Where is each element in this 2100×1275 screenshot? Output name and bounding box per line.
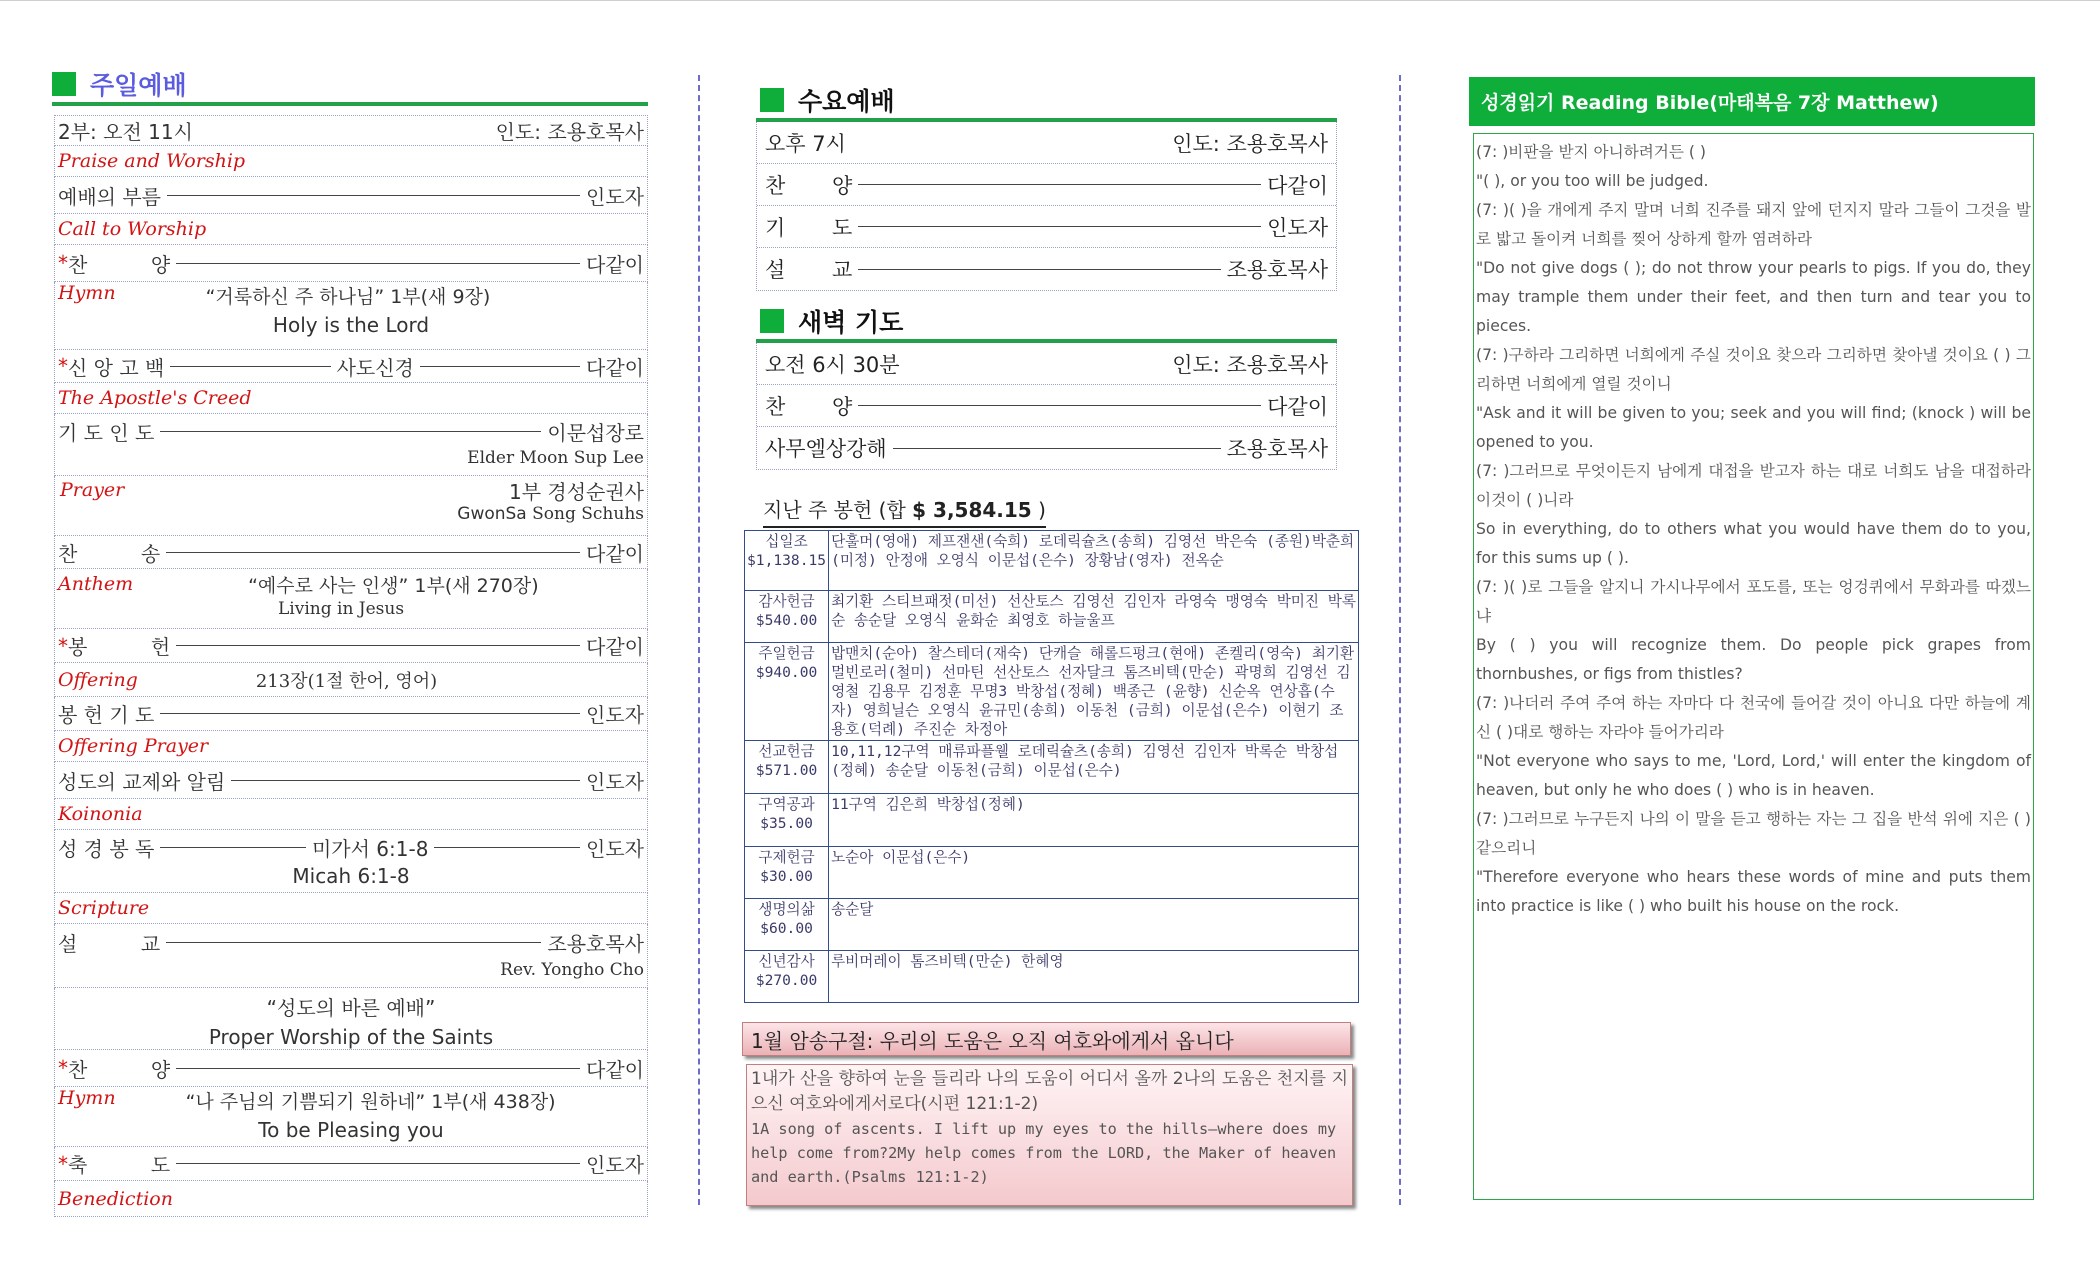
hymn2-label: 찬 양 (68, 1057, 171, 1082)
offering-note: 213장(1절 한어, 영어) (255, 670, 438, 692)
offering-table (744, 530, 1359, 1003)
hymn2-en: Hymn (58, 1087, 116, 1109)
bible-line: (7: )( )로 그들을 알지니 가시나무에서 포도를, 또는 엉겅퀴에서 무화과를 따겠느냐 (1476, 578, 2031, 625)
weekday-section (742, 82, 1342, 470)
offering-by: 다같이 (586, 635, 644, 659)
sermon-title-row (54, 988, 648, 1050)
wednesday-order-row (757, 164, 1336, 206)
offering-prayer-row (54, 697, 648, 731)
call-en: Call to Worship (58, 218, 207, 240)
hymn2-title: “나 주님의 기쁨되기 원하네” 1부(새 438장) (185, 1091, 556, 1113)
offering-prayer-en: Offering Prayer (58, 735, 209, 757)
offering-names: 11구역 김은희 박창섭(정혜) (829, 794, 1359, 847)
service-time: 2부: 오전 11시 (58, 120, 193, 144)
wednesday-header (760, 82, 1342, 118)
offering-summary-title (763, 494, 1046, 528)
creed-by: 다같이 (586, 355, 645, 380)
bible-line: "( ), or you too will be judged. (1476, 172, 1709, 190)
leader-line (858, 226, 1261, 227)
prayer-alt-en-b: Song Schuhs (532, 504, 644, 524)
leader-line (176, 263, 580, 264)
bible-line: (7: )그러므로 누구든지 나의 이 말을 듣고 행하는 자는 그 집을 반석 위에 지은 ( ) 같으리니 (1476, 810, 2031, 857)
leader-line (176, 1163, 580, 1164)
leader-line (167, 195, 580, 196)
standing-star: * (58, 633, 68, 658)
prayer-en: Prayer (60, 479, 125, 501)
standing-star: * (58, 251, 68, 275)
bible-line: (7: )( )을 개에게 주지 말며 너희 진주를 돼지 앞에 던지지 말라 그들이 그것을 발로 밟고 돌이켜 너희를 찢어 상하게 할까 염려하라 (1476, 201, 2031, 248)
prayer-label: 기 도 인 도 (58, 420, 155, 445)
sunday-worship-section (52, 66, 648, 1217)
green-square-icon (760, 309, 784, 333)
prayer-row (54, 414, 648, 476)
offering-prayer-label: 봉 헌 기 도 (58, 703, 155, 727)
memory-verse-ko: 1내가 산을 향하여 눈을 들리라 나의 도움이 어디서 올까 2나의 도움은 천지를 지으신 여호와에게서로다(시편 121:1-2) (751, 1069, 1348, 1114)
green-square-icon (760, 88, 784, 112)
green-square-icon (52, 72, 76, 96)
offering-title-prefix: 지난 주 봉헌 (합 (763, 498, 913, 522)
benediction-row (54, 1147, 648, 1181)
offering-category: 생명의삶 $60.00 (745, 899, 829, 951)
dawn-order-by: 다같이 (1267, 394, 1328, 419)
bible-line: So in everything, do to others what you would have them do to you, for this sums up ( ). (1476, 520, 2031, 567)
call-en-row (54, 214, 648, 245)
offering-category: 감사헌금 $540.00 (745, 591, 829, 643)
hymn-row (54, 245, 648, 282)
bible-line: By ( ) you will recognize them. Do people pick grapes from thornbushes, or figs from thistles? (1476, 636, 2031, 683)
service-leader: 인도: 조용호목사 (495, 120, 644, 144)
bible-line: (7: )구하라 그리하면 너희에게 주실 것이요 찾으라 그리하면 찾아낼 것이요 ( ) 그리하면 너희에게 열릴 것이니 (1476, 346, 2031, 393)
column-divider-2 (1399, 75, 1401, 1205)
sermon-by: 조용호목사 (547, 931, 644, 956)
leader-line (176, 1068, 580, 1069)
hymn-title: “거룩하신 주 하나님” 1부(새 9장) (205, 286, 491, 308)
sunday-order-list (54, 115, 648, 1217)
benediction-by: 인도자 (586, 1153, 644, 1177)
offering-total: $ 3,584.15 (912, 498, 1032, 522)
scripture-en: Scripture (58, 897, 150, 919)
offering-title-suffix: ) (1031, 498, 1046, 522)
dawn-order-list (756, 343, 1337, 470)
leader-line (160, 431, 541, 432)
column-divider-1 (698, 75, 700, 1205)
offering-row (54, 629, 648, 663)
leader-line (160, 713, 580, 714)
wednesday-time: 오후 7시 (765, 131, 846, 156)
bible-line: (7: )나더러 주여 주여 하는 자마다 다 천국에 들어갈 것이 아니요 다만 하늘에 계신 ( )대로 행하는 자라야 들어가리라 (1476, 694, 2031, 741)
offering-names: 10,11,12구역 매류파플웰 로데릭슐츠(송희) 김영선 김인자 박록순 박창섭(정혜) 송순달 이동천(금희) 이문섭(은수) (829, 741, 1359, 794)
hymn2-row (54, 1050, 648, 1087)
koinonia-by: 인도자 (586, 769, 644, 794)
leader-line (858, 269, 1220, 270)
hymn-by: 다같이 (586, 252, 644, 277)
standing-star: * (58, 354, 68, 378)
call-label: 예배의 부름 (58, 184, 161, 209)
anthem-title-en: Living in Jesus (278, 599, 405, 619)
sunday-title: 주일예배 (90, 71, 187, 100)
offering-category: 구역공과 $35.00 (745, 794, 829, 847)
wednesday-order-label: 설 교 (765, 258, 853, 282)
offering-names: 노순아 이문섭(은수) (829, 847, 1359, 899)
anthem-detail-row (54, 569, 648, 629)
leader-line (176, 645, 580, 646)
hymn-detail-row (54, 282, 648, 350)
anthem-label: 찬 송 (58, 541, 161, 566)
offering-names: 송순달 (829, 899, 1359, 951)
sunday-header (52, 66, 648, 102)
scripture-ref-en: Micah 6:1-8 (292, 864, 410, 888)
hymn2-by: 다같이 (586, 1057, 644, 1082)
table-row (745, 899, 1359, 951)
hymn2-title-en: To be Pleasing you (258, 1118, 444, 1142)
prayer-alt-row (54, 476, 648, 536)
memory-verse-header: 1월 암송구절: 우리의 도움은 오직 여호와에게서 옵니다 (742, 1022, 1351, 1056)
hymn2-detail-row (54, 1087, 648, 1147)
wednesday-order-label: 기 도 (765, 215, 853, 240)
offering-category: 선교헌금 $571.00 (745, 741, 829, 794)
benediction-label: 축 도 (68, 1153, 171, 1177)
table-row (745, 847, 1359, 899)
offering-category: 신년감사 $270.00 (745, 951, 829, 1003)
table-row (745, 951, 1359, 1003)
prayer-by-en: Elder Moon Sup Lee (467, 448, 644, 468)
hymn-title-en: Holy is the Lord (272, 313, 430, 337)
anthem-by: 다같이 (586, 541, 644, 566)
dawn-order-row (757, 385, 1336, 427)
offering-prayer-by: 인도자 (586, 703, 644, 727)
bible-reading-box (1473, 133, 2034, 1200)
offering-names: 단훌머(영애) 제프잰샌(숙희) 로데릭슐츠(송희) 김영선 박은숙 (종원)박춘희(미정) 안정애 오영식 이문섭(은수) 장황남(영자) 전옥순 (829, 531, 1359, 591)
prayer-alt-en-a: GwonSa (457, 504, 527, 524)
offering-names: 밥맨치(순아) 찰스테더(재숙) 단캐슬 해롤드펑크(현애) 존켈리(영숙) 최기환 멀빈로러(철미) 선마틴 선산토스 선자달크 톰즈비텍(만순) 곽명희 김영선 김영철 김용무 김정훈 무명3 박창섭(정혜) 백종근 (윤향) 신순옥 연상흡(수자) 영희닐슨 오영식 윤규민(송희) 이동천 (금희) 이문섭(은수) 이현기 조용호(덕례) 주진순 차정아 (829, 643, 1359, 741)
scripture-en-row (54, 893, 648, 924)
wednesday-order-list (756, 122, 1337, 291)
bible-line: "Do not give dogs ( ); do not throw your pearls to pigs. If you do, they may trample them under their feet, and then turn and tear you to pieces. (1476, 259, 2031, 335)
wednesday-title: 수요예배 (798, 87, 895, 116)
sermon-by-en: Rev. Yongho Cho (500, 960, 644, 980)
memory-verse-box (746, 1064, 1353, 1206)
standing-star: * (58, 1056, 68, 1080)
offering-detail-row (54, 663, 648, 697)
koinonia-en: Koinonia (58, 803, 143, 825)
service-time-row (54, 115, 648, 146)
bible-line: "Ask and it will be given to you; seek and you will find; (knock ) will be opened to you. (1476, 404, 2031, 451)
bible-reading-title: 성경읽기 Reading Bible(마태복음 7장 Matthew) (1469, 77, 2035, 126)
leader-line (893, 448, 1221, 449)
scripture-ref: 미가서 6:1-8 (311, 836, 429, 861)
offering-category: 주일헌금 $940.00 (745, 643, 829, 741)
creed-row (54, 350, 648, 383)
wednesday-order-row (757, 206, 1336, 248)
dawn-order-label: 사무엘상강해 (765, 437, 887, 461)
offering-category: 구제헌금 $30.00 (745, 847, 829, 899)
creed-en: The Apostle's Creed (58, 387, 252, 409)
leader-line (160, 847, 306, 848)
anthem-row (54, 536, 648, 569)
anthem-title: “예수로 사는 인생” 1부(새 270장) (248, 574, 539, 597)
table-row (745, 741, 1359, 794)
koinonia-en-row (54, 799, 648, 830)
prayer-alt: 1부 경성순권사 (508, 479, 644, 504)
benediction-en: Benediction (58, 1187, 173, 1210)
sermon-title: “성도의 바른 예배” (266, 996, 436, 1020)
wednesday-order-by: 조용호목사 (1226, 258, 1328, 282)
table-row (745, 794, 1359, 847)
dawn-time-row (757, 343, 1336, 385)
leader-line (420, 366, 580, 367)
leader-line (858, 405, 1261, 406)
offering-names: 루비머레이 톰즈비텍(만순) 한혜영 (829, 951, 1359, 1003)
call-to-worship-row (54, 177, 648, 214)
hymn-label: 찬 양 (68, 252, 171, 277)
hymn-en: Hymn (58, 282, 116, 304)
scripture-by: 인도자 (586, 836, 644, 861)
bible-line: "Not everyone who says to me, 'Lord, Lord,' will enter the kingdom of heaven, but only he who does ( ) who is in heaven. (1476, 752, 2031, 799)
anthem-en: Anthem (58, 573, 134, 595)
prayer-by: 이문섭장로 (547, 420, 644, 445)
bible-line: "Therefore everyone who hears these words of mine and puts them into practice is like ( ) who built his house on the rock. (1476, 868, 2031, 915)
leader-line (858, 184, 1261, 185)
dawn-order-row (757, 427, 1336, 469)
offering-category: 십일조 $1,138.15 (745, 531, 829, 591)
praise-row (54, 146, 648, 177)
offering-prayer-en-row (54, 731, 648, 762)
dawn-order-label: 찬 양 (765, 394, 853, 419)
leader-line (166, 942, 541, 943)
memory-verse-en: 1A song of ascents. I lift up my eyes to the hills—where does my help come from?2My help comes from the LORD, the Maker of heaven and earth.(Psalms 121:1-2) (751, 1120, 1337, 1186)
sunday-title-underline (52, 102, 648, 106)
leader-line (434, 847, 580, 848)
scripture-row (54, 830, 648, 893)
table-row (745, 531, 1359, 591)
bible-line: (7: )그러므로 무엇이든지 남에게 대접을 받고자 하는 대로 너희도 남을 대접하라 이것이 ( )니라 (1476, 462, 2031, 509)
leader-line (166, 552, 580, 553)
koinonia-label: 성도의 교제와 알림 (58, 769, 226, 794)
wednesday-order-by: 다같이 (1267, 173, 1328, 198)
scripture-label: 성 경 봉 독 (58, 836, 155, 861)
dawn-header (760, 303, 1342, 339)
dawn-time: 오전 6시 30분 (765, 352, 900, 377)
creed-label: 신 앙 고 백 (68, 355, 165, 380)
leader-line (231, 780, 580, 781)
offering-label: 봉 헌 (68, 635, 171, 659)
wednesday-order-row (757, 248, 1336, 290)
dawn-order-by: 조용호목사 (1226, 437, 1328, 461)
wednesday-time-row (757, 122, 1336, 164)
table-row (745, 643, 1359, 741)
sermon-row (54, 924, 648, 988)
wednesday-order-label: 찬 양 (765, 173, 853, 198)
dawn-leader: 인도: 조용호목사 (1172, 352, 1328, 377)
top-border-line (0, 0, 2100, 1)
wednesday-leader: 인도: 조용호목사 (1172, 131, 1328, 156)
bible-line: (7: )비판을 받지 아니하려거든 ( ) (1476, 143, 1706, 161)
standing-star: * (58, 1151, 68, 1176)
wednesday-order-by: 인도자 (1267, 215, 1328, 240)
offering-names: 최기환 스티브패젓(미선) 선산토스 김영선 김인자 라영숙 맹영숙 박미진 박록순 송순달 오영식 윤화순 최영호 하늘울프 (829, 591, 1359, 643)
sermon-label: 설 교 (58, 931, 161, 956)
praise-en: Praise and Worship (58, 150, 246, 172)
creed-mid: 사도신경 (336, 355, 414, 380)
leader-line (170, 366, 330, 367)
creed-en-row (54, 383, 648, 414)
koinonia-row (54, 762, 648, 799)
call-by: 인도자 (586, 184, 644, 209)
dawn-title: 새벽 기도 (798, 308, 904, 337)
table-row (745, 591, 1359, 643)
sermon-title-en: Proper Worship of the Saints (208, 1025, 494, 1049)
benediction-en-row (54, 1181, 648, 1217)
offering-en: Offering (58, 668, 138, 691)
